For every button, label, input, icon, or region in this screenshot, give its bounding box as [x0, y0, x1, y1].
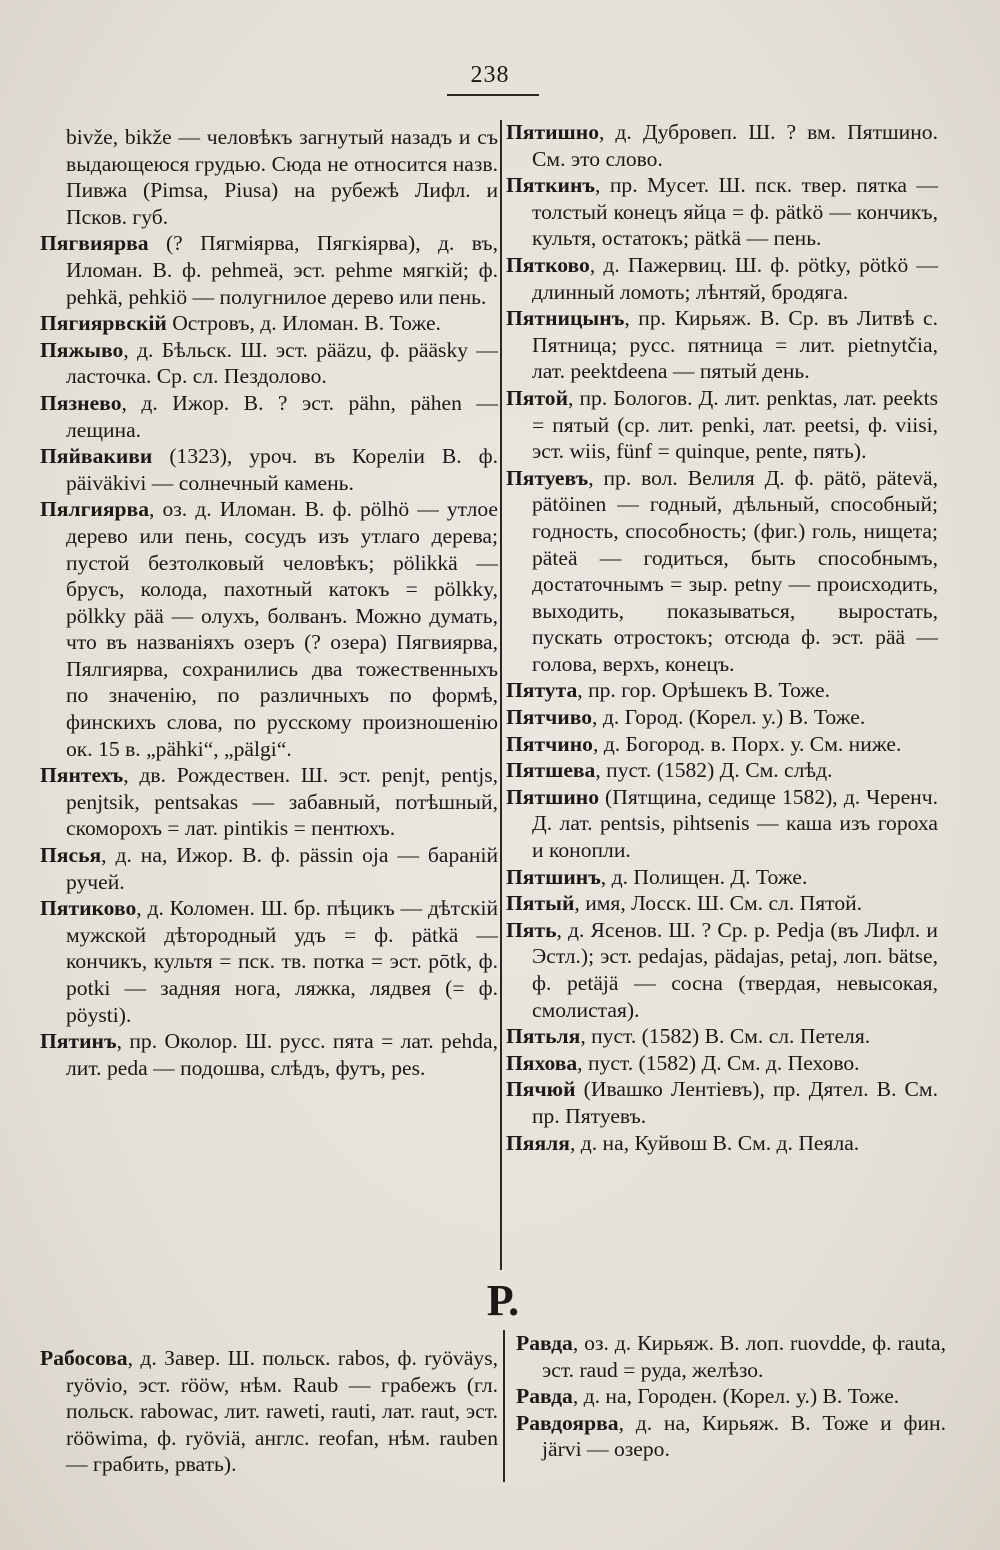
- entry-definition: (1323), уроч. въ Кореліи В. ф. päiväkivi — солнечный камень.: [66, 444, 498, 495]
- dictionary-entry: [40, 842, 498, 895]
- entry-definition: , пр. гор. Орѣшекъ В. Тоже.: [577, 678, 830, 703]
- right-column: [506, 119, 938, 1156]
- entry-headword: Пянтехъ: [40, 763, 124, 788]
- dictionary-entry: [40, 337, 498, 390]
- entry-headword: Пятшино: [506, 784, 599, 809]
- dictionary-entry: [40, 310, 498, 337]
- dictionary-entry: [506, 1050, 938, 1077]
- entry-headword: Пяяля: [506, 1130, 570, 1155]
- dictionary-entry: [506, 784, 938, 864]
- dictionary-entry: [506, 1023, 938, 1050]
- entry-headword: Пятиково: [40, 896, 137, 921]
- entry-headword: Пятчино: [506, 731, 593, 756]
- entry-headword: Пялгиярва: [40, 497, 149, 522]
- entry-headword: Пятьля: [506, 1024, 581, 1049]
- dictionary-entry: [506, 1076, 938, 1129]
- entry-headword: Пятой: [506, 385, 569, 410]
- dictionary-entry: [40, 1028, 498, 1081]
- entry-definition: , пр. Кирьяж. В. Ср. въ Литвѣ с. Пятница; русс. пятница = лит. pietnytčia, лат. peektdeena — пятый день.: [532, 306, 938, 384]
- dictionary-entry: [506, 172, 938, 252]
- entry-definition: , пуст. (1582) Д. См. слѣд.: [595, 758, 833, 783]
- column-divider-section-r: [503, 1330, 505, 1482]
- dictionary-entry: [40, 1345, 498, 1478]
- entry-headword: Пяткинъ: [506, 173, 596, 198]
- dictionary-entry: [516, 1410, 946, 1463]
- entry-definition: , д. на, Городен. (Корел. у.) В. Тоже.: [572, 1384, 900, 1409]
- entry-headword: Пячюй: [506, 1077, 576, 1102]
- dictionary-entry: [506, 731, 938, 758]
- entry-definition: , дв. Рождествен. Ш. эст. penjt, pentjs, penjtsik, pentsakas — забавный, потѣшный, скоморохъ = лат. pintikis = пентюхъ.: [66, 763, 498, 841]
- dictionary-entry: [506, 119, 938, 172]
- dictionary-entry: [506, 917, 938, 1023]
- entry-definition: , д. на, Ижор. В. ф. pässin oja — бараній ручей.: [66, 843, 498, 894]
- dictionary-entry: [506, 677, 938, 704]
- entry-headword: Пятый: [506, 891, 575, 916]
- right-column-section-r: [516, 1330, 946, 1463]
- dictionary-entry: [40, 124, 498, 230]
- dictionary-entry: [40, 390, 498, 443]
- entry-definition: , пр. Мусет. Ш. пск. твер. пятка — толстый конецъ яйца = ф. pätkö — кончикъ, культя, остатокъ; pätkä — пень.: [532, 173, 938, 251]
- entry-definition: (Ивашко Лентіевъ), пр. Дятел. В. См. пр. Пятуевъ.: [532, 1077, 938, 1128]
- entry-definition: (Пятщина, седище 1582), д. Черенч. Д. лат. pentsis, pihtsenis — каша изъ гороха и конопли.: [532, 784, 938, 863]
- entry-definition: , пуст. (1582) Д. См. д. Пехово.: [577, 1050, 860, 1075]
- section-letter: Р.: [486, 1276, 520, 1325]
- entry-definition: Островъ, д. Иломан. В. Тоже.: [166, 311, 441, 336]
- entry-headword: Пятишно: [506, 120, 599, 144]
- dictionary-entry: [506, 385, 938, 465]
- entry-headword: Пять: [506, 917, 557, 942]
- entry-headword: Пятута: [506, 678, 578, 703]
- entry-definition: , пуст. (1582) В. См. сл. Петеля.: [580, 1024, 871, 1049]
- entry-definition: , пр. Бологов. Д. лит. penktas, лат. peekts = пятый (ср. лит. penki, лат. peetsi, ф. viisi, эст. wiis, fünf = quinque, pente, пять).: [532, 385, 938, 464]
- entry-headword: Рабосова: [40, 1346, 128, 1370]
- left-column: [40, 124, 498, 1081]
- dictionary-entry: [506, 890, 938, 917]
- entry-headword: Пятково: [506, 252, 590, 277]
- entry-definition: , оз. д. Иломан. В. ф. pölhö — утлое дерево или пень, сосудъ изъ утлаго дерева; пустой безтолковый человѣкъ; pölikkä — брусъ, колода, пахотный катокъ = pölkky, pölkky pää — олухъ, болванъ. Можно думать, что въ названіяхъ озеръ (? озера) Пягвиярва, Пялгиярва, сохранились два тожественныхъ по значенію, по различныхъ по формѣ, финскихъ слова, по русскому произношенію ок. 15 в. „pähki“, „pälgi“.: [66, 497, 498, 761]
- page-number: 238: [470, 62, 510, 88]
- entry-definition: , д. Дубровеп. Ш. ? вм. Пятшино. См. это слово.: [532, 120, 938, 171]
- entry-definition: , д. Ижор. В. ? эст. pähn, pähen — лещина.: [66, 390, 498, 442]
- dictionary-entry: [506, 864, 938, 891]
- dictionary-entry: [506, 305, 938, 385]
- entry-headword: Пяжыво: [40, 337, 124, 362]
- entry-headword: Пятшинъ: [506, 864, 601, 889]
- dictionary-entry: [516, 1330, 946, 1383]
- entry-definition: , пр. Околор. Ш. русс. пята = лат. pehda, лит. peda — подошва, слѣдъ, футъ, pes.: [66, 1029, 498, 1080]
- entry-headword: Пятинъ: [40, 1029, 117, 1054]
- dictionary-entry: [506, 465, 938, 678]
- entry-definition: (? Пягміярва, Пягкіярва), д. въ, Иломан. В. ф. pehmeä, эст. pehme мягкій; ф. pehkä, pehkiö — полугнилое дерево или пень.: [66, 231, 498, 309]
- dictionary-entry: [40, 496, 498, 762]
- entry-headword: Пягиярвскій: [40, 311, 167, 336]
- entry-definition: , д. Богород. в. Порх. у. См. ниже.: [592, 731, 902, 756]
- entry-headword: Пятчиво: [506, 705, 593, 730]
- dictionary-entry: [40, 762, 498, 842]
- entry-definition: , д. на, Кирьяж. В. Тоже и фин. järvi — озеро.: [542, 1410, 946, 1462]
- entry-definition: , д. на, Куйвош В. См. д. Пеяла.: [569, 1130, 860, 1155]
- left-column-section-r: [40, 1345, 498, 1478]
- entry-definition: , д. Бѣльск. Ш. эст. pääzu, ф. pääsky — ласточка. Ср. сл. Пездолово.: [66, 337, 498, 389]
- entry-definition: , д. Коломен. Ш. бр. пѣцикъ — дѣтскій мужской дѣтородный удъ = ф. pätkä — кончикъ, культя = пск. тв. потка = эст. pōtk, ф. potki — задняя нога, ляжка, лядвея (= ф. pöysti).: [66, 896, 498, 1027]
- entry-headword: Пятницынъ: [506, 306, 625, 331]
- dictionary-entry: [506, 252, 938, 305]
- entry-headword: Равда: [516, 1331, 573, 1355]
- entry-definition: , д. Завер. Ш. польск. rabos, ф. ryöväys, ryövio, эст. rööw, нѣм. Raub — грабежъ (гл. польск. rabowac, лит. raweti, rauti, лат. raut, эст. rööwima, ф. ryöviä, англс. reofan, нѣм. rauben — грабить, рвать).: [66, 1346, 498, 1477]
- entry-headword: Пяхова: [506, 1050, 578, 1075]
- entry-headword: Равда: [516, 1384, 573, 1409]
- entry-headword: Равдоярва: [516, 1410, 619, 1435]
- header-rule: [447, 94, 539, 96]
- entry-definition: , д. Город. (Корел. у.) В. Тоже.: [592, 705, 866, 730]
- dictionary-entry: [40, 443, 498, 496]
- entry-headword: Пяйвакиви: [40, 444, 153, 469]
- dictionary-entry: [506, 704, 938, 731]
- entry-headword: Пязнево: [40, 390, 122, 415]
- entry-headword: Пятшева: [506, 758, 596, 783]
- column-divider: [500, 120, 502, 1270]
- entry-headword: Пягвиярва: [40, 231, 149, 256]
- entry-definition: , д. Ясенов. Ш. ? Ср. р. Pedja (въ Лифл. и Эстл.); эст. pedajas, pädajas, petaj, лоп. bätse, ф. petäjä — сосна (твердая, невысокая, смолистая).: [532, 917, 938, 1022]
- entry-definition: bivže, bikže — человѣкъ загнутый назадъ и съ выдающеюся грудью. Сюда не относится назв. Пивжа (Pimsa, Piusa) на рубежѣ Лифл. и Псков. губ.: [66, 125, 498, 229]
- entry-definition: , имя, Лосск. Ш. См. сл. Пятой.: [574, 891, 863, 916]
- entry-definition: , пр. вол. Велиля Д. ф. pätö, pätevä, pätöinen — годный, дѣльный, способный; годность, способность; (фиг.) голь, нищета; pätеä — годиться, быть способнымъ, достаточнымъ = зыр. petny — происходить, выходить, показываться, выростать, пускать отростокъ; отсюда ф. эст. pää — голова, верхъ, конецъ.: [532, 465, 938, 676]
- entry-definition: , оз. д. Кирьяж. В. лоп. ruovdde, ф. rauta, эст. raud = руда, желѣзо.: [542, 1331, 946, 1382]
- entry-definition: , д. Полищен. Д. Тоже.: [600, 864, 808, 889]
- dictionary-entry: [40, 230, 498, 310]
- entry-definition: , д. Пажервиц. Ш. ф. pötky, pötkö — длинный ломоть; лѣнтяй, бродяга.: [532, 252, 938, 304]
- dictionary-entry: [506, 1130, 938, 1157]
- dictionary-entry: [40, 895, 498, 1028]
- dictionary-entry: [516, 1383, 946, 1410]
- dictionary-entry: [506, 757, 938, 784]
- entry-headword: Пятуевъ: [506, 465, 589, 490]
- entry-headword: Пясья: [40, 843, 102, 868]
